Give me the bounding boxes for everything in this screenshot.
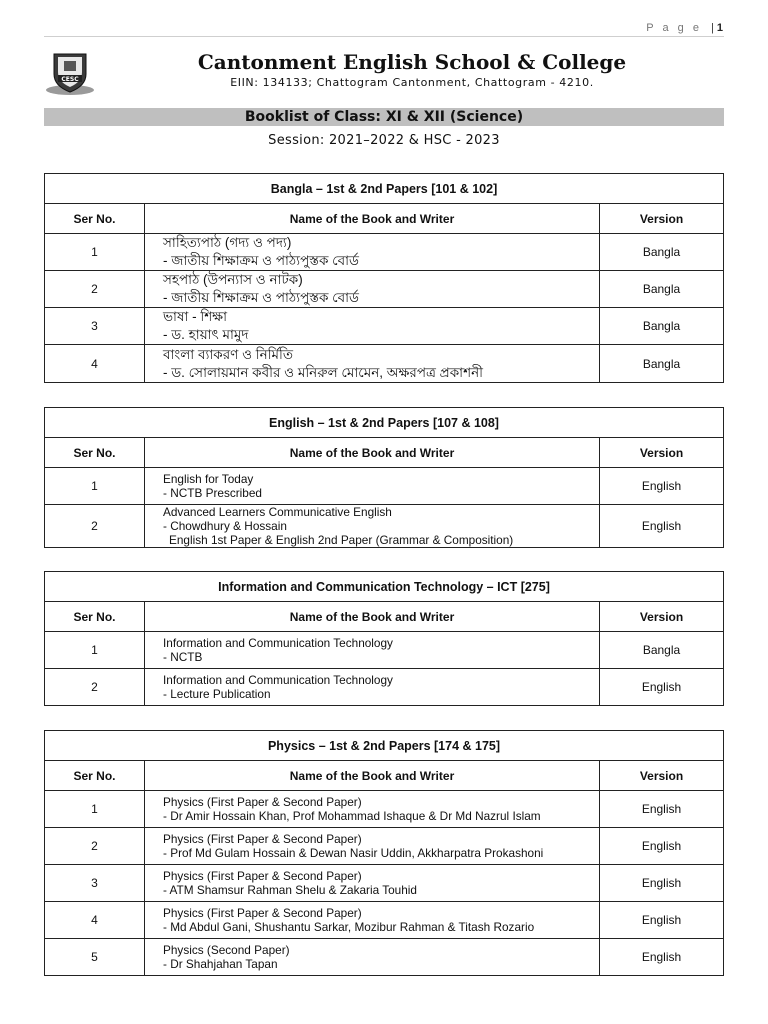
book-cell bbox=[145, 505, 600, 548]
book-title: বাংলা ব্যাকরণ ও নির্মিতি bbox=[163, 346, 294, 362]
table-row bbox=[45, 505, 724, 548]
col-ser-no: Ser No. bbox=[45, 438, 145, 468]
col-book-name: Name of the Book and Writer bbox=[145, 438, 600, 468]
col-book-name: Name of the Book and Writer bbox=[145, 204, 600, 234]
book-title: Information and Communication Technology bbox=[163, 636, 393, 650]
book-cell bbox=[145, 669, 600, 706]
version: English bbox=[600, 468, 724, 505]
col-book-name: Name of the Book and Writer bbox=[145, 602, 600, 632]
ser-no: 2 bbox=[45, 505, 145, 548]
book-title: সহপাঠ (উপন্যাস ও নাটক) bbox=[163, 272, 303, 287]
ict-table bbox=[44, 571, 724, 706]
col-ser-no: Ser No. bbox=[45, 761, 145, 791]
logo-text: CESC bbox=[61, 76, 79, 83]
book-extra: English 1st Paper & English 2nd Paper (Grammar & Composition) bbox=[169, 533, 514, 547]
col-version: Version bbox=[600, 761, 724, 791]
table-row bbox=[45, 345, 724, 383]
book-cell bbox=[145, 468, 600, 505]
page-separator: | bbox=[711, 22, 714, 34]
ser-no: 2 bbox=[45, 271, 145, 308]
book-writer: - ATM Shamsur Rahman Shelu & Zakaria Touhid bbox=[163, 883, 417, 897]
book-writer: - Lecture Publication bbox=[163, 687, 271, 701]
book-writer: - Md Abdul Gani, Shushantu Sarkar, Mozibur Rahman & Titash Rozario bbox=[163, 920, 535, 934]
ser-no: 5 bbox=[45, 939, 145, 976]
school-name: Cantonment English School & College bbox=[197, 50, 627, 74]
version: English bbox=[600, 902, 724, 939]
table-row bbox=[45, 271, 724, 308]
version: English bbox=[600, 865, 724, 902]
book-title: Physics (First Paper & Second Paper) bbox=[163, 832, 362, 846]
col-ser-no: Ser No. bbox=[45, 602, 145, 632]
ser-no: 3 bbox=[45, 865, 145, 902]
version: English bbox=[600, 505, 724, 548]
subject-heading: Information and Communication Technology – ICT [275] bbox=[45, 572, 724, 602]
col-version: Version bbox=[600, 204, 724, 234]
ser-no: 4 bbox=[45, 902, 145, 939]
book-writer: - জাতীয় শিক্ষাক্রম ও পাঠ্যপুস্তক বোর্ড bbox=[163, 290, 359, 305]
book-title: Physics (First Paper & Second Paper) bbox=[163, 906, 362, 920]
col-book-name: Name of the Book and Writer bbox=[145, 761, 600, 791]
ser-no: 2 bbox=[45, 828, 145, 865]
page-number bbox=[646, 22, 723, 34]
table-row bbox=[45, 791, 724, 828]
version: English bbox=[600, 791, 724, 828]
school-logo bbox=[44, 46, 96, 98]
ser-no: 2 bbox=[45, 669, 145, 706]
subject-heading: English – 1st & 2nd Papers [107 & 108] bbox=[45, 408, 724, 438]
book-writer: - Dr Shahjahan Tapan bbox=[163, 957, 278, 971]
version: Bangla bbox=[600, 234, 724, 271]
version: Bangla bbox=[600, 345, 724, 383]
version: Bangla bbox=[600, 308, 724, 345]
table-row bbox=[45, 939, 724, 976]
english-table bbox=[44, 407, 724, 548]
book-cell bbox=[145, 902, 600, 939]
table-row bbox=[45, 468, 724, 505]
version: English bbox=[600, 828, 724, 865]
version: English bbox=[600, 669, 724, 706]
book-cell bbox=[145, 345, 600, 383]
book-writer: - জাতীয় শিক্ষাক্রম ও পাঠ্যপুস্তক বোর্ড bbox=[163, 253, 359, 268]
book-title: সাহিত্যপাঠ (গদ্য ও পদ্য) bbox=[163, 235, 292, 250]
table-row bbox=[45, 234, 724, 271]
book-title: Physics (First Paper & Second Paper) bbox=[163, 869, 362, 883]
book-cell bbox=[145, 271, 600, 308]
book-writer: - NCTB Prescribed bbox=[163, 486, 262, 500]
bangla-table bbox=[44, 173, 724, 383]
table-row bbox=[45, 865, 724, 902]
ser-no: 1 bbox=[45, 468, 145, 505]
subject-heading: Bangla – 1st & 2nd Papers [101 & 102] bbox=[45, 174, 724, 204]
book-cell bbox=[145, 791, 600, 828]
book-writer: - Prof Md Gulam Hossain & Dewan Nasir Uddin, Akkharpatra Prokashoni bbox=[163, 846, 544, 860]
ser-no: 1 bbox=[45, 234, 145, 271]
table-row bbox=[45, 308, 724, 345]
book-cell bbox=[145, 632, 600, 669]
book-cell bbox=[145, 939, 600, 976]
book-writer: - NCTB bbox=[163, 650, 203, 664]
version: Bangla bbox=[600, 632, 724, 669]
col-version: Version bbox=[600, 602, 724, 632]
book-writer: - Dr Amir Hossain Khan, Prof Mohammad Ishaque & Dr Md Nazrul Islam bbox=[163, 809, 541, 823]
col-version: Version bbox=[600, 438, 724, 468]
table-row bbox=[45, 669, 724, 706]
physics-table bbox=[44, 730, 724, 976]
ser-no: 3 bbox=[45, 308, 145, 345]
version: Bangla bbox=[600, 271, 724, 308]
book-title: English for Today bbox=[163, 472, 254, 486]
header-rule bbox=[44, 36, 724, 37]
book-writer: - ড. হায়াৎ মামুদ bbox=[163, 327, 249, 342]
book-writer: - ড. সোলায়মান কবীর ও মনিরুল মোমেন, অক্ষরপত্র প্রকাশনী bbox=[163, 364, 484, 380]
col-ser-no: Ser No. bbox=[45, 204, 145, 234]
book-cell bbox=[145, 234, 600, 271]
ser-no: 1 bbox=[45, 791, 145, 828]
table-row bbox=[45, 902, 724, 939]
book-title: ভাষা - শিক্ষা bbox=[163, 309, 228, 324]
session-text: Session: 2021–2022 & HSC - 2023 bbox=[268, 133, 500, 148]
school-eiin-address: EIIN: 134133; Chattogram Cantonment, Chattogram - 4210. bbox=[230, 76, 594, 89]
book-title: Physics (First Paper & Second Paper) bbox=[163, 795, 362, 809]
book-cell bbox=[145, 865, 600, 902]
table-row bbox=[45, 828, 724, 865]
ser-no: 4 bbox=[45, 345, 145, 383]
booklist-title: Booklist of Class: XI & XII (Science) bbox=[44, 108, 724, 126]
page-number-value: 1 bbox=[716, 22, 723, 34]
version: English bbox=[600, 939, 724, 976]
ser-no: 1 bbox=[45, 632, 145, 669]
book-title: Information and Communication Technology bbox=[163, 673, 393, 687]
table-row bbox=[45, 632, 724, 669]
subject-heading: Physics – 1st & 2nd Papers [174 & 175] bbox=[45, 731, 724, 761]
book-title: Advanced Learners Communicative English bbox=[163, 505, 392, 519]
book-title: Physics (Second Paper) bbox=[163, 943, 290, 957]
book-writer: - Chowdhury & Hossain bbox=[163, 519, 287, 533]
page-label: P a g e bbox=[646, 22, 702, 34]
book-cell bbox=[145, 828, 600, 865]
book-cell bbox=[145, 308, 600, 345]
